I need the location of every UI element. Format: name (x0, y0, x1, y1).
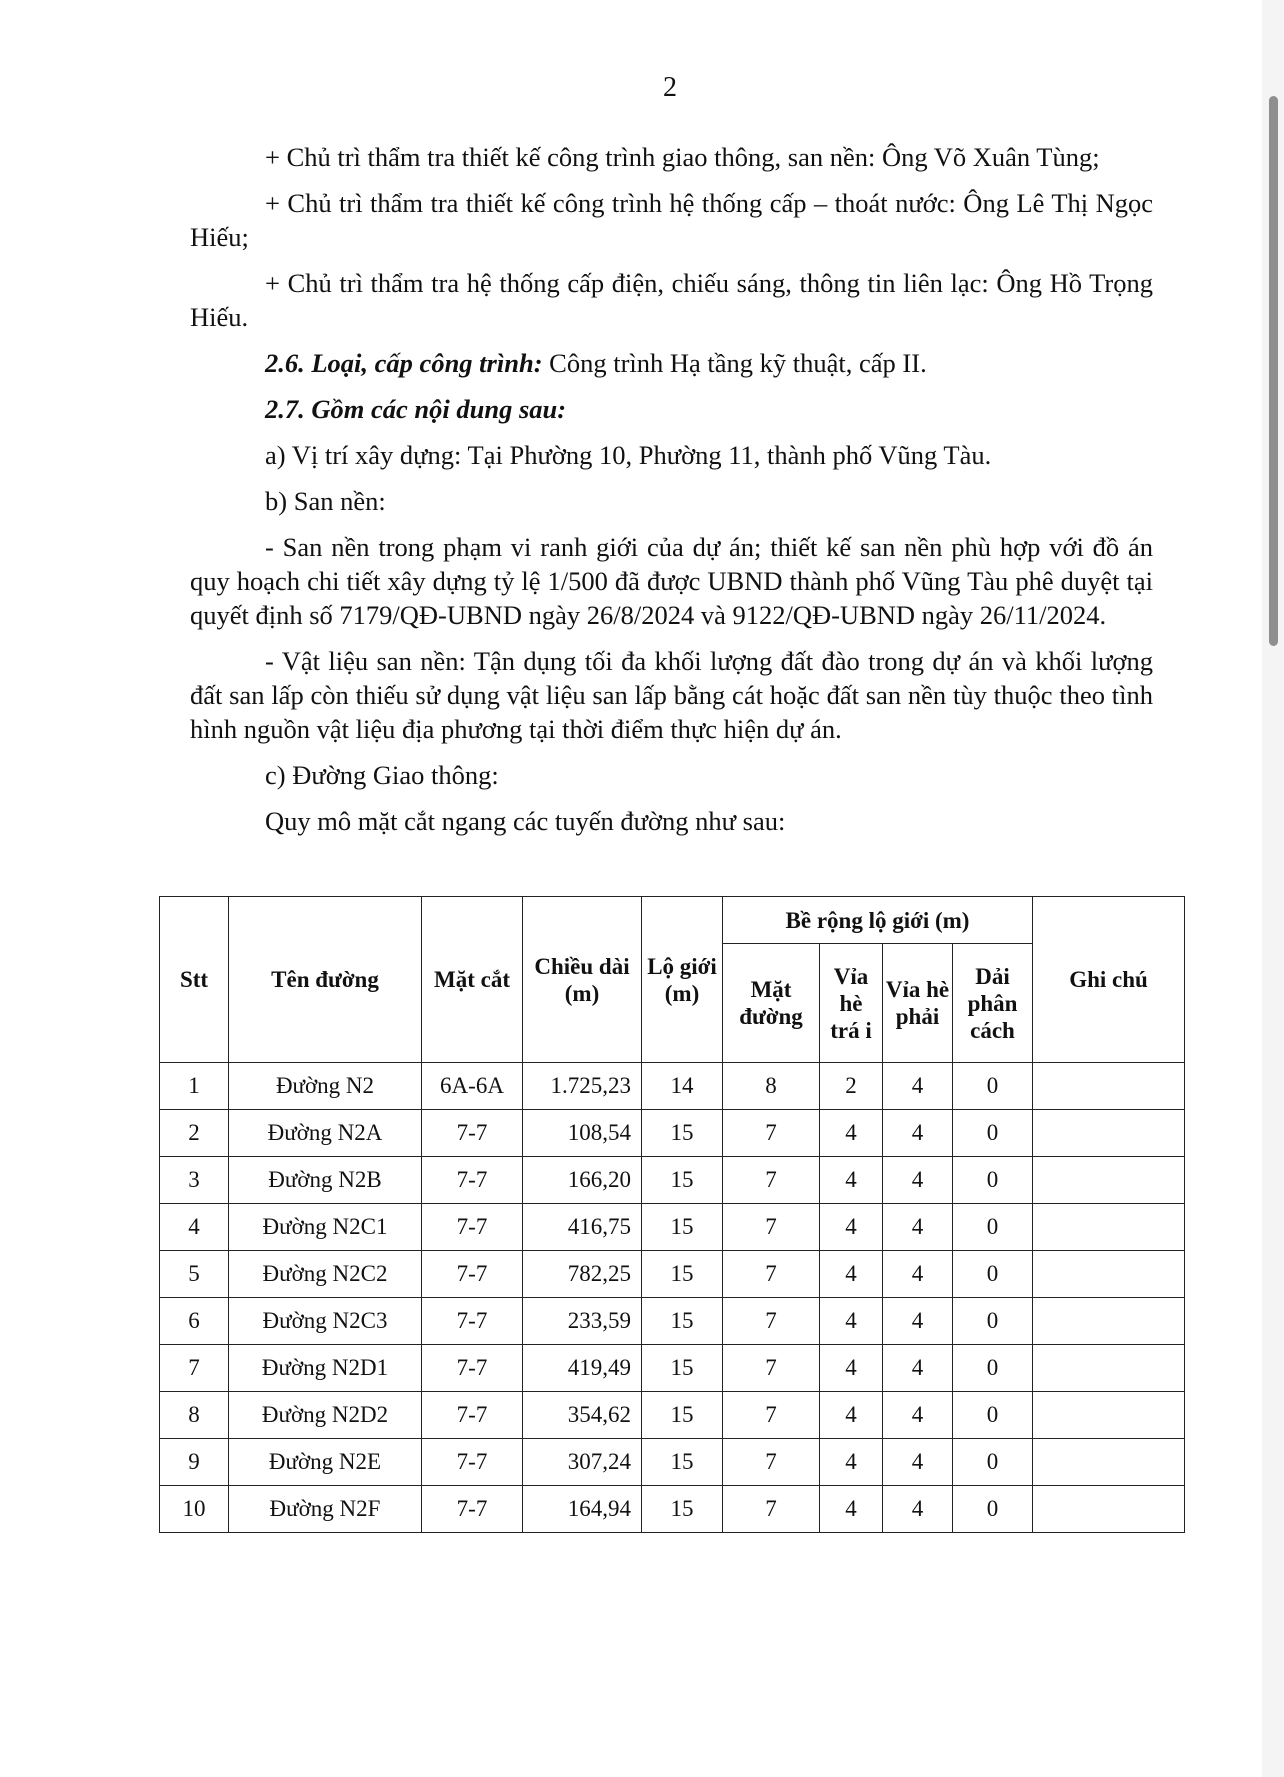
cell-stt: 6 (160, 1298, 229, 1345)
cell-right-sidewalk: 4 (883, 1110, 953, 1157)
cell-right-sidewalk: 4 (883, 1063, 953, 1110)
cell-right-sidewalk: 4 (883, 1345, 953, 1392)
cell-section: 7-7 (422, 1110, 523, 1157)
cell-road-name: Đường N2 (229, 1063, 422, 1110)
cell-median: 0 (953, 1439, 1033, 1486)
item-c-traffic: c) Đường Giao thông: (265, 760, 499, 790)
section-2-6-text: Công trình Hạ tầng kỹ thuật, cấp II. (542, 348, 927, 378)
header-stt: Stt (160, 897, 229, 1063)
header-note: Ghi chú (1033, 897, 1185, 1063)
document-body (190, 140, 1153, 850)
cell-note (1033, 1345, 1185, 1392)
header-right-sidewalk: Vỉa hè phải (883, 944, 953, 1063)
cell-row-width: 15 (642, 1110, 723, 1157)
cell-stt: 4 (160, 1204, 229, 1251)
cell-left-sidewalk: 4 (820, 1157, 883, 1204)
cell-note (1033, 1063, 1185, 1110)
cell-right-sidewalk: 4 (883, 1392, 953, 1439)
cell-stt: 7 (160, 1345, 229, 1392)
cell-length: 307,24 (523, 1439, 642, 1486)
cell-road-surface: 7 (723, 1392, 820, 1439)
table-row (160, 1392, 1185, 1439)
cell-note (1033, 1486, 1185, 1533)
header-length: Chiều dài (m) (523, 897, 642, 1063)
table-row (160, 1251, 1185, 1298)
paragraph-reviewer-water: + Chủ trì thẩm tra thiết kế công trình hệ thống cấp – thoát nước: Ông Lê Thị Ngọc Hiếu; (190, 188, 1153, 252)
cell-length: 416,75 (523, 1204, 642, 1251)
cell-row-width: 15 (642, 1298, 723, 1345)
header-road-name: Tên đường (229, 897, 422, 1063)
cell-road-name: Đường N2C2 (229, 1251, 422, 1298)
cell-length: 419,49 (523, 1345, 642, 1392)
header-road-surface: Mặt đường (723, 944, 820, 1063)
cell-length: 782,25 (523, 1251, 642, 1298)
cell-median: 0 (953, 1345, 1033, 1392)
item-a-location: a) Vị trí xây dựng: Tại Phường 10, Phường 11, thành phố Vũng Tàu. (265, 440, 992, 470)
item-b-grading-material: - Vật liệu san nền: Tận dụng tối đa khối lượng đất đào trong dự án và khối lượng đất san lấp còn thiếu sử dụng vật liệu san lấp bằng cát hoặc đất san nền tùy thuộc theo tình hình nguồn vật liệu địa phương tại thời điểm thực hiện dự án. (190, 646, 1153, 744)
cell-left-sidewalk: 4 (820, 1392, 883, 1439)
table-intro: Quy mô mặt cắt ngang các tuyến đường như sau: (265, 806, 786, 836)
cell-road-surface: 7 (723, 1110, 820, 1157)
cell-section: 7-7 (422, 1298, 523, 1345)
cell-section: 7-7 (422, 1251, 523, 1298)
cell-row-width: 15 (642, 1486, 723, 1533)
road-cross-section-table (159, 896, 1185, 1533)
table-row (160, 1063, 1185, 1110)
cell-section: 7-7 (422, 1204, 523, 1251)
table-row (160, 1157, 1185, 1204)
cell-length: 1.725,23 (523, 1063, 642, 1110)
cell-left-sidewalk: 4 (820, 1251, 883, 1298)
cell-row-width: 15 (642, 1204, 723, 1251)
cell-right-sidewalk: 4 (883, 1486, 953, 1533)
cell-stt: 2 (160, 1110, 229, 1157)
header-section: Mặt cắt (422, 897, 523, 1063)
cell-length: 166,20 (523, 1157, 642, 1204)
scrollbar-thumb[interactable] (1269, 96, 1278, 646)
table-row (160, 1204, 1185, 1251)
cell-road-name: Đường N2A (229, 1110, 422, 1157)
cell-road-name: Đường N2E (229, 1439, 422, 1486)
cell-road-surface: 7 (723, 1251, 820, 1298)
cell-road-name: Đường N2C1 (229, 1204, 422, 1251)
item-b-grading-scope: - San nền trong phạm vi ranh giới của dự án; thiết kế san nền phù hợp với đồ án quy hoạch chi tiết xây dựng tỷ lệ 1/500 đã được UBND thành phố Vũng Tàu phê duyệt tại quyết định số 7179/QĐ-UBND ngày 26/8/2024 và 9122/QĐ-UBND ngày 26/11/2024. (190, 532, 1153, 630)
cell-section: 7-7 (422, 1345, 523, 1392)
cell-section: 7-7 (422, 1439, 523, 1486)
cell-right-sidewalk: 4 (883, 1204, 953, 1251)
cell-left-sidewalk: 4 (820, 1298, 883, 1345)
cell-road-surface: 7 (723, 1345, 820, 1392)
header-left-sidewalk: Vỉa hè trá i (820, 944, 883, 1063)
cell-right-sidewalk: 4 (883, 1298, 953, 1345)
cell-stt: 3 (160, 1157, 229, 1204)
header-row-width: Lộ giới (m) (642, 897, 723, 1063)
cell-road-surface: 7 (723, 1486, 820, 1533)
cell-note (1033, 1204, 1185, 1251)
item-b-grading: b) San nền: (265, 486, 386, 516)
cell-road-name: Đường N2D1 (229, 1345, 422, 1392)
section-2-6-heading: 2.6. Loại, cấp công trình: (265, 348, 543, 378)
cell-length: 233,59 (523, 1298, 642, 1345)
cell-row-width: 15 (642, 1251, 723, 1298)
cell-section: 7-7 (422, 1392, 523, 1439)
cell-right-sidewalk: 4 (883, 1251, 953, 1298)
paragraph-reviewer-power: + Chủ trì thẩm tra hệ thống cấp điện, chiếu sáng, thông tin liên lạc: Ông Hồ Trọng Hiếu. (190, 268, 1153, 332)
section-2-6 (190, 346, 1153, 380)
cell-stt: 9 (160, 1439, 229, 1486)
cell-median: 0 (953, 1157, 1033, 1204)
cell-median: 0 (953, 1063, 1033, 1110)
page-number: 2 (663, 72, 677, 103)
cell-left-sidewalk: 4 (820, 1486, 883, 1533)
cell-note (1033, 1298, 1185, 1345)
cell-section: 6A-6A (422, 1063, 523, 1110)
cell-left-sidewalk: 2 (820, 1063, 883, 1110)
cell-length: 354,62 (523, 1392, 642, 1439)
cell-road-surface: 7 (723, 1298, 820, 1345)
cell-median: 0 (953, 1298, 1033, 1345)
cell-road-name: Đường N2C3 (229, 1298, 422, 1345)
cell-right-sidewalk: 4 (883, 1157, 953, 1204)
table-row (160, 1486, 1185, 1533)
header-median: Dải phân cách (953, 944, 1033, 1063)
cell-left-sidewalk: 4 (820, 1110, 883, 1157)
cell-section: 7-7 (422, 1486, 523, 1533)
cell-stt: 10 (160, 1486, 229, 1533)
cell-length: 164,94 (523, 1486, 642, 1533)
cell-left-sidewalk: 4 (820, 1204, 883, 1251)
cell-row-width: 14 (642, 1063, 723, 1110)
table-row (160, 1298, 1185, 1345)
cell-road-surface: 8 (723, 1063, 820, 1110)
cell-road-surface: 7 (723, 1157, 820, 1204)
table-row (160, 1439, 1185, 1486)
cell-median: 0 (953, 1251, 1033, 1298)
cell-stt: 5 (160, 1251, 229, 1298)
cell-stt: 8 (160, 1392, 229, 1439)
cell-median: 0 (953, 1204, 1033, 1251)
header-width-group: Bề rộng lộ giới (m) (723, 897, 1033, 944)
cell-right-sidewalk: 4 (883, 1439, 953, 1486)
cell-note (1033, 1110, 1185, 1157)
cell-note (1033, 1251, 1185, 1298)
cell-road-name: Đường N2B (229, 1157, 422, 1204)
table-row (160, 1345, 1185, 1392)
cell-median: 0 (953, 1392, 1033, 1439)
cell-left-sidewalk: 4 (820, 1439, 883, 1486)
cell-median: 0 (953, 1486, 1033, 1533)
cell-road-name: Đường N2D2 (229, 1392, 422, 1439)
cell-median: 0 (953, 1110, 1033, 1157)
cell-note (1033, 1439, 1185, 1486)
cell-note (1033, 1392, 1185, 1439)
cell-road-name: Đường N2F (229, 1486, 422, 1533)
paragraph-reviewer-traffic: + Chủ trì thẩm tra thiết kế công trình giao thông, san nền: Ông Võ Xuân Tùng; (265, 142, 1100, 172)
cell-row-width: 15 (642, 1439, 723, 1486)
cell-row-width: 15 (642, 1392, 723, 1439)
cell-row-width: 15 (642, 1345, 723, 1392)
cell-stt: 1 (160, 1063, 229, 1110)
cell-road-surface: 7 (723, 1204, 820, 1251)
table-row (160, 1110, 1185, 1157)
cell-note (1033, 1157, 1185, 1204)
section-2-7-heading: 2.7. Gồm các nội dung sau: (265, 394, 567, 424)
cell-section: 7-7 (422, 1157, 523, 1204)
cell-row-width: 15 (642, 1157, 723, 1204)
cell-length: 108,54 (523, 1110, 642, 1157)
cell-left-sidewalk: 4 (820, 1345, 883, 1392)
vertical-scrollbar[interactable] (1262, 0, 1284, 1777)
cell-road-surface: 7 (723, 1439, 820, 1486)
